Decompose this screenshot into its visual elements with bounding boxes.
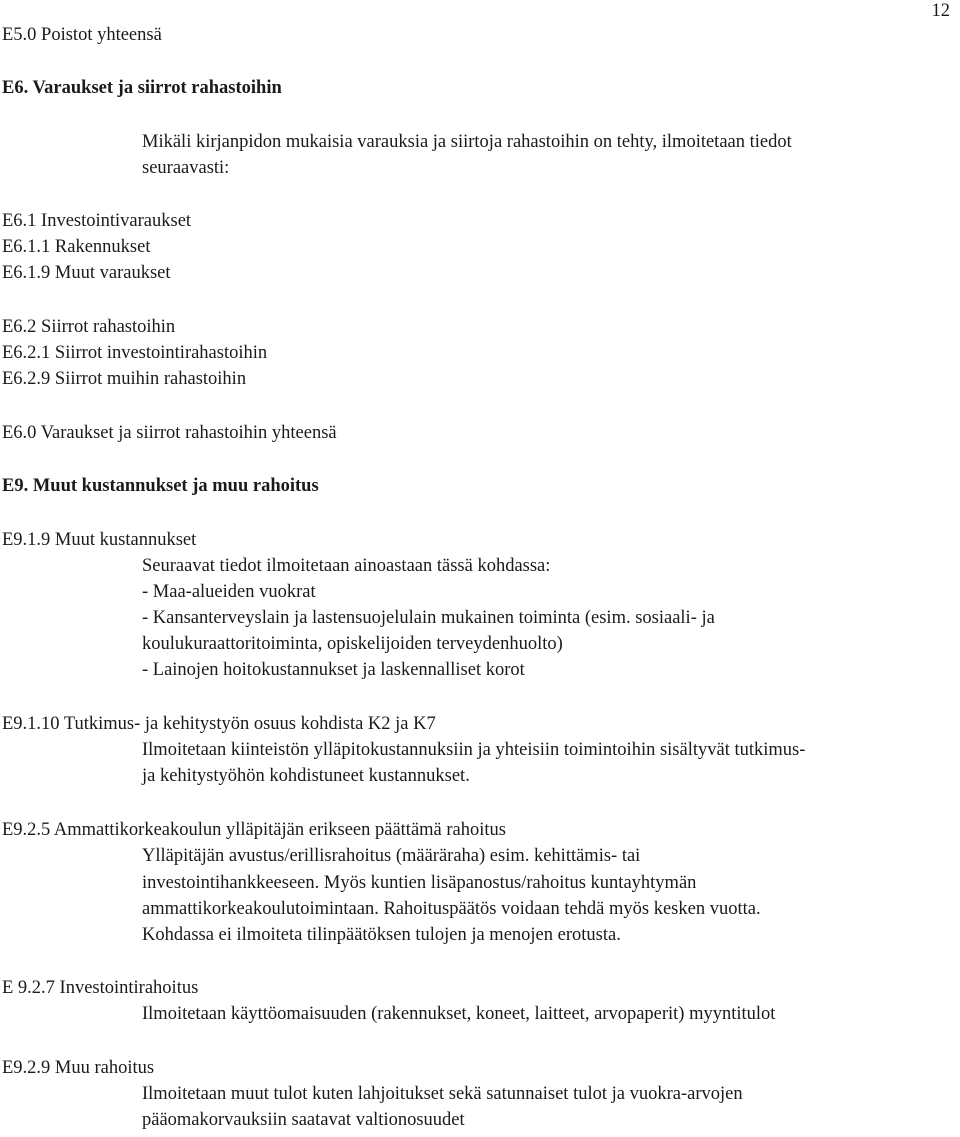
e6-heading: E6. Varaukset ja siirrot rahastoihin [2,78,282,98]
e919-item: E9.1.9 Muut kustannukset [2,530,197,550]
e919-desc-line-3: - Kansanterveyslain ja lastensuojelulain mukainen toiminta (esim. sosiaali- ja [142,608,715,628]
e62-item: E6.2 Siirrot rahastoihin [2,317,176,337]
e60-total-line: E6.0 Varaukset ja siirrot rahastoihin yhteensä [2,423,337,443]
e925-desc-line-3: ammattikorkeakoulutoimintaan. Rahoituspäätös voidaan tehdä myös kesken vuotta. [142,899,761,919]
e621-item: E6.2.1 Siirrot investointirahastoihin [2,343,268,363]
page-number: 12 [931,1,950,21]
e9110-item: E9.1.10 Tutkimus- ja kehitystyön osuus kohdista K2 ja K7 [2,714,436,734]
e629-item: E6.2.9 Siirrot muihin rahastoihin [2,369,247,389]
e611-item: E6.1.1 Rakennukset [2,237,151,257]
e6-intro-line-1: Mikäli kirjanpidon mukaisia varauksia ja siirtoja rahastoihin on tehty, ilmoitetaan tiedot [142,132,792,152]
e925-desc-line-1: Ylläpitäjän avustus/erillisrahoitus (määräraha) esim. kehittämis- tai [142,846,641,866]
e927-item: E 9.2.7 Investointirahoitus [2,978,199,998]
e9-heading: E9. Muut kustannukset ja muu rahoitus [2,476,319,496]
e927-desc-line-1: Ilmoitetaan käyttöomaisuuden (rakennukset, koneet, laitteet, arvopaperit) myyntitulot [142,1004,776,1024]
e9110-desc-line-2: ja kehitystyöhön kohdistuneet kustannukset. [142,766,470,786]
e50-total-line: E5.0 Poistot yhteensä [2,25,162,45]
e925-desc-line-4: Kohdassa ei ilmoiteta tilinpäätöksen tulojen ja menojen erotusta. [142,925,621,945]
e9110-desc-line-1: Ilmoitetaan kiinteistön ylläpitokustannuksiin ja yhteisiin toimintoihin sisältyvät tutkimus- [142,740,806,760]
e619-item: E6.1.9 Muut varaukset [2,263,171,283]
e6-intro-line-2: seuraavasti: [142,158,230,178]
e919-desc-line-2: - Maa-alueiden vuokrat [142,582,316,602]
e919-desc-line-1: Seuraavat tiedot ilmoitetaan ainoastaan tässä kohdassa: [142,556,551,576]
e925-item: E9.2.5 Ammattikorkeakoulun ylläpitäjän erikseen päättämä rahoitus [2,820,506,840]
e919-desc-line-5: - Lainojen hoitokustannukset ja laskennalliset korot [142,660,525,680]
e929-desc-line-1: Ilmoitetaan muut tulot kuten lahjoitukset sekä satunnaiset tulot ja vuokra-arvojen [142,1084,743,1104]
e925-desc-line-2: investointihankkeeseen. Myös kuntien lisäpanostus/rahoitus kuntayhtymän [142,873,697,893]
e61-item: E6.1 Investointivaraukset [2,211,192,231]
e929-desc-line-2: pääomakorvauksiin saatavat valtionosuudet [142,1110,465,1130]
e919-desc-line-4: koulukuraattoritoiminta, opiskelijoiden terveydenhuolto) [142,634,563,654]
e929-item: E9.2.9 Muu rahoitus [2,1058,155,1078]
